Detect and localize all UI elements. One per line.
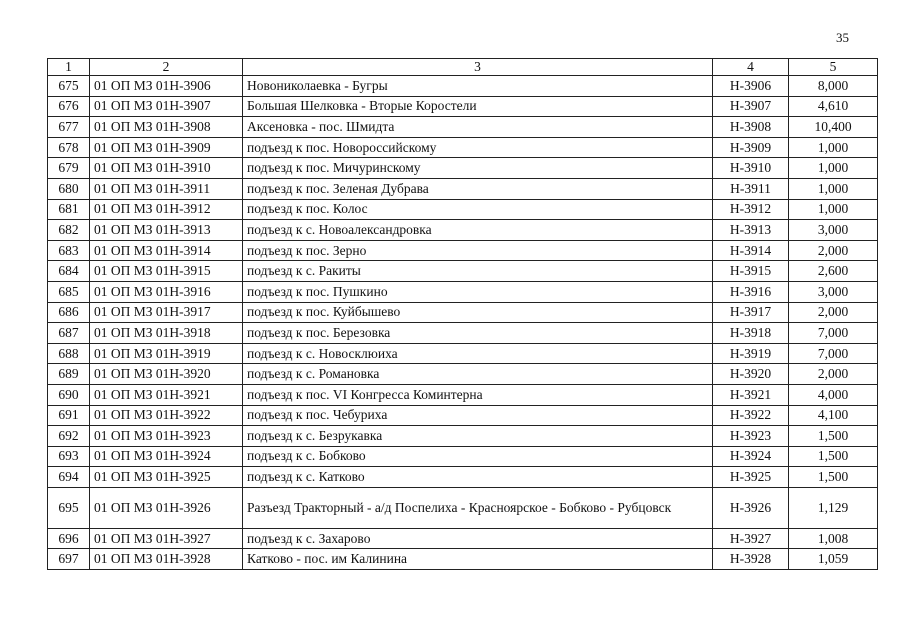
road-code-cell: 01 ОП МЗ 01Н-3908 [90, 117, 243, 138]
road-code-cell: 01 ОП МЗ 01Н-3906 [90, 76, 243, 97]
road-name-cell: подъезд к с. Захарово [243, 528, 713, 549]
route-number-cell: Н-3920 [713, 364, 789, 385]
length-cell: 1,000 [789, 158, 878, 179]
route-number-cell: Н-3912 [713, 199, 789, 220]
row-number-cell: 696 [48, 528, 90, 549]
column-header-3: 3 [243, 59, 713, 76]
row-number-cell: 688 [48, 343, 90, 364]
column-header-2: 2 [90, 59, 243, 76]
length-cell: 2,000 [789, 302, 878, 323]
road-code-cell: 01 ОП МЗ 01Н-3928 [90, 549, 243, 570]
route-number-cell: Н-3910 [713, 158, 789, 179]
table-row [48, 364, 878, 385]
road-code-cell: 01 ОП МЗ 01Н-3919 [90, 343, 243, 364]
route-number-cell: Н-3916 [713, 281, 789, 302]
table-row [48, 446, 878, 467]
length-cell: 1,500 [789, 446, 878, 467]
row-number-cell: 682 [48, 220, 90, 241]
road-name-cell: подъезд к с. Бобково [243, 446, 713, 467]
road-code-cell: 01 ОП МЗ 01Н-3920 [90, 364, 243, 385]
route-number-cell: Н-3925 [713, 467, 789, 488]
road-code-cell: 01 ОП МЗ 01Н-3925 [90, 467, 243, 488]
length-cell: 1,000 [789, 199, 878, 220]
row-number-cell: 685 [48, 281, 90, 302]
road-name-cell: Большая Шелковка - Вторые Коростели [243, 96, 713, 117]
route-number-cell: Н-3917 [713, 302, 789, 323]
road-code-cell: 01 ОП МЗ 01Н-3910 [90, 158, 243, 179]
table-row [48, 96, 878, 117]
page-number: 35 [836, 30, 849, 45]
table-row [48, 117, 878, 138]
road-code-cell: 01 ОП МЗ 01Н-3909 [90, 137, 243, 158]
route-number-cell: Н-3926 [713, 487, 789, 528]
row-number-cell: 680 [48, 178, 90, 199]
row-number-cell: 678 [48, 137, 90, 158]
table-row [48, 199, 878, 220]
road-name-cell: подъезд к с. Катково [243, 467, 713, 488]
route-number-cell: Н-3918 [713, 323, 789, 344]
table-row [48, 220, 878, 241]
length-cell: 4,100 [789, 405, 878, 426]
length-cell: 8,000 [789, 76, 878, 97]
row-number-cell: 690 [48, 384, 90, 405]
row-number-cell: 691 [48, 405, 90, 426]
road-name-cell: Катково - пос. им Калинина [243, 549, 713, 570]
road-code-cell: 01 ОП МЗ 01Н-3924 [90, 446, 243, 467]
route-number-cell: Н-3907 [713, 96, 789, 117]
route-number-cell: Н-3914 [713, 240, 789, 261]
route-number-cell: Н-3924 [713, 446, 789, 467]
table-row [48, 343, 878, 364]
route-number-cell: Н-3921 [713, 384, 789, 405]
row-number-cell: 686 [48, 302, 90, 323]
road-name-cell: Аксеновка - пос. Шмидта [243, 117, 713, 138]
column-header-4: 4 [713, 59, 789, 76]
road-name-cell: подъезд к пос. Зерно [243, 240, 713, 261]
table-row [48, 240, 878, 261]
road-code-cell: 01 ОП МЗ 01Н-3915 [90, 261, 243, 282]
road-name-cell: подъезд к пос. Колос [243, 199, 713, 220]
table-row [48, 76, 878, 97]
road-name-cell: подъезд к с. Безрукавка [243, 426, 713, 447]
table-row [48, 178, 878, 199]
road-code-cell: 01 ОП МЗ 01Н-3923 [90, 426, 243, 447]
road-code-cell: 01 ОП МЗ 01Н-3912 [90, 199, 243, 220]
row-number-cell: 676 [48, 96, 90, 117]
road-code-cell: 01 ОП МЗ 01Н-3926 [90, 487, 243, 528]
road-name-cell: подъезд к пос. Пушкино [243, 281, 713, 302]
route-number-cell: Н-3919 [713, 343, 789, 364]
row-number-cell: 695 [48, 487, 90, 528]
route-number-cell: Н-3906 [713, 76, 789, 97]
row-number-cell: 677 [48, 117, 90, 138]
table-row [48, 323, 878, 344]
table-row [48, 405, 878, 426]
length-cell: 1,500 [789, 426, 878, 447]
row-number-cell: 684 [48, 261, 90, 282]
route-number-cell: Н-3909 [713, 137, 789, 158]
route-number-cell: Н-3911 [713, 178, 789, 199]
route-number-cell: Н-3928 [713, 549, 789, 570]
header-row [48, 59, 878, 76]
route-number-cell: Н-3915 [713, 261, 789, 282]
road-code-cell: 01 ОП МЗ 01Н-3907 [90, 96, 243, 117]
route-number-cell: Н-3922 [713, 405, 789, 426]
length-cell: 7,000 [789, 323, 878, 344]
row-number-cell: 692 [48, 426, 90, 447]
road-code-cell: 01 ОП МЗ 01Н-3917 [90, 302, 243, 323]
length-cell: 2,600 [789, 261, 878, 282]
road-name-cell: подъезд к пос. VI Конгресса Коминтерна [243, 384, 713, 405]
table-row [48, 487, 878, 528]
road-name-cell: подъезд к пос. Куйбышево [243, 302, 713, 323]
length-cell: 1,000 [789, 178, 878, 199]
road-code-cell: 01 ОП МЗ 01Н-3921 [90, 384, 243, 405]
length-cell: 3,000 [789, 220, 878, 241]
length-cell: 7,000 [789, 343, 878, 364]
table-row [48, 261, 878, 282]
length-cell: 2,000 [789, 240, 878, 261]
row-number-cell: 694 [48, 467, 90, 488]
road-code-cell: 01 ОП МЗ 01Н-3927 [90, 528, 243, 549]
row-number-cell: 681 [48, 199, 90, 220]
roads-registry-table [47, 58, 878, 570]
column-header-1: 1 [48, 59, 90, 76]
table-row [48, 549, 878, 570]
length-cell: 2,000 [789, 364, 878, 385]
road-name-cell: подъезд к пос. Мичуринскому [243, 158, 713, 179]
road-name-cell: подъезд к с. Новосклюиха [243, 343, 713, 364]
row-number-cell: 689 [48, 364, 90, 385]
road-name-cell: Новониколаевка - Бугры [243, 76, 713, 97]
road-code-cell: 01 ОП МЗ 01Н-3922 [90, 405, 243, 426]
route-number-cell: Н-3908 [713, 117, 789, 138]
road-name-cell: подъезд к с. Романовка [243, 364, 713, 385]
road-name-cell: подъезд к пос. Зеленая Дубрава [243, 178, 713, 199]
table-header [48, 59, 878, 76]
road-name-cell: Разъезд Тракторный - а/д Поспелиха - Красноярское - Бобково - Рубцовск [243, 487, 713, 528]
route-number-cell: Н-3923 [713, 426, 789, 447]
length-cell: 1,000 [789, 137, 878, 158]
road-name-cell: подъезд к с. Ракиты [243, 261, 713, 282]
road-name-cell: подъезд к пос. Березовка [243, 323, 713, 344]
table-row [48, 426, 878, 447]
route-number-cell: Н-3927 [713, 528, 789, 549]
table-row [48, 137, 878, 158]
table-row [48, 281, 878, 302]
road-name-cell: подъезд к с. Новоалександровка [243, 220, 713, 241]
table-body [48, 76, 878, 570]
table-row [48, 467, 878, 488]
road-code-cell: 01 ОП МЗ 01Н-3914 [90, 240, 243, 261]
road-name-cell: подъезд к пос. Чебуриха [243, 405, 713, 426]
length-cell: 4,000 [789, 384, 878, 405]
road-code-cell: 01 ОП МЗ 01Н-3916 [90, 281, 243, 302]
length-cell: 4,610 [789, 96, 878, 117]
row-number-cell: 683 [48, 240, 90, 261]
road-code-cell: 01 ОП МЗ 01Н-3913 [90, 220, 243, 241]
length-cell: 1,129 [789, 487, 878, 528]
route-number-cell: Н-3913 [713, 220, 789, 241]
road-code-cell: 01 ОП МЗ 01Н-3911 [90, 178, 243, 199]
row-number-cell: 675 [48, 76, 90, 97]
column-header-5: 5 [789, 59, 878, 76]
table-row [48, 302, 878, 323]
table-row [48, 158, 878, 179]
length-cell: 3,000 [789, 281, 878, 302]
row-number-cell: 679 [48, 158, 90, 179]
row-number-cell: 697 [48, 549, 90, 570]
row-number-cell: 687 [48, 323, 90, 344]
length-cell: 1,500 [789, 467, 878, 488]
length-cell: 1,059 [789, 549, 878, 570]
length-cell: 10,400 [789, 117, 878, 138]
table-row [48, 384, 878, 405]
table-row [48, 528, 878, 549]
row-number-cell: 693 [48, 446, 90, 467]
length-cell: 1,008 [789, 528, 878, 549]
road-name-cell: подъезд к пос. Новороссийскому [243, 137, 713, 158]
road-code-cell: 01 ОП МЗ 01Н-3918 [90, 323, 243, 344]
